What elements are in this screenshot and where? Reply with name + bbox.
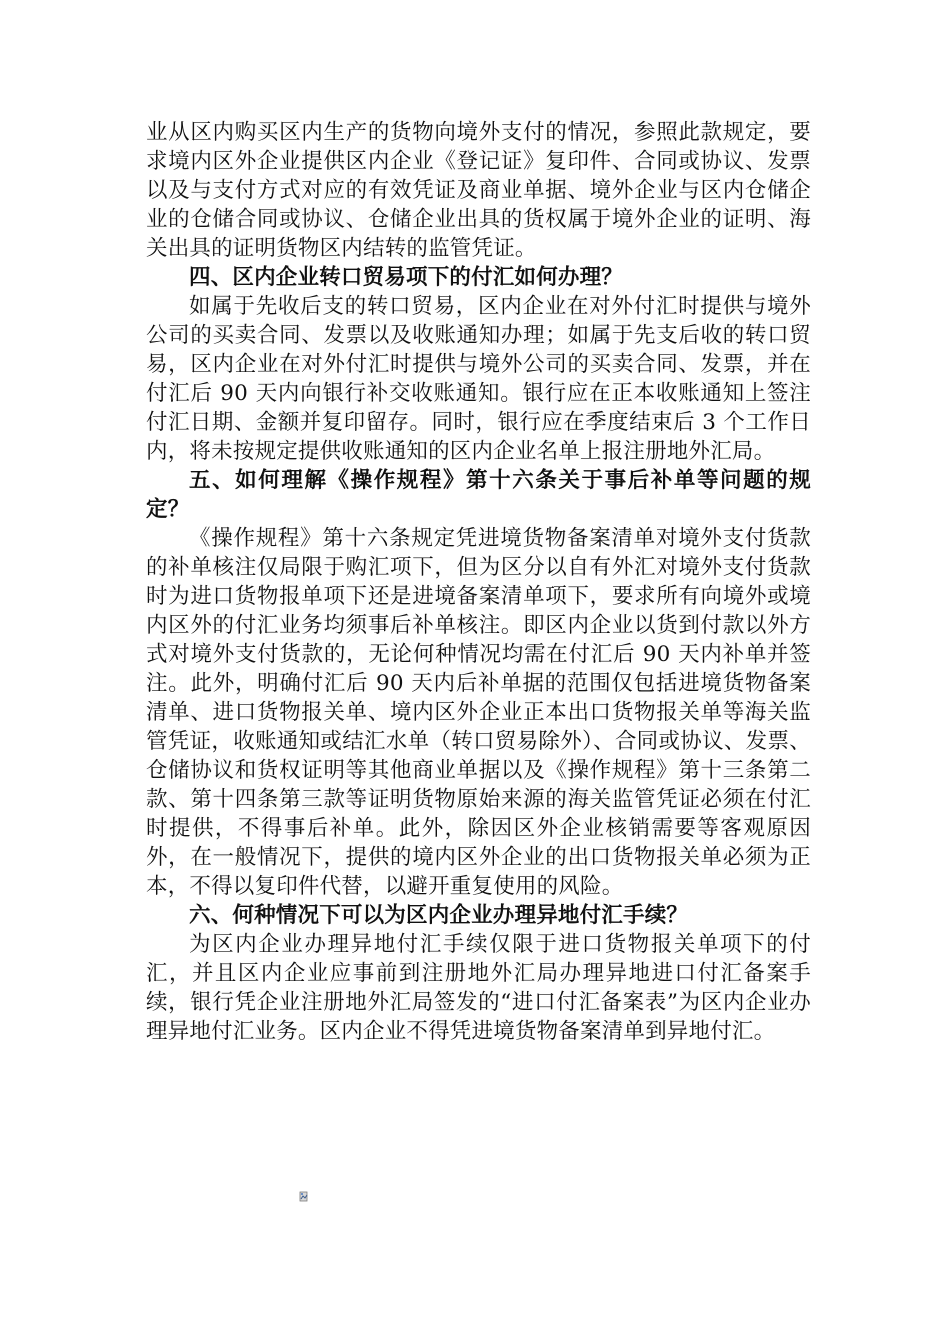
paragraph-continuation: 业从区内购买区内生产的货物向境外支付的情况，参照此款规定，要求境内区外企业提供区内企业《登记证》复印件、合同或协议、发票以及与支付方式对应的有效凭证及商业单据、境外企业与区内仓储企业的仓储合同或协议、仓储企业出具的货权属于境外企业的证明、海关出具的证明货物区内结转的监管凭证。	[146, 120, 811, 261]
section-heading-6: 六、何种情况下可以为区内企业办理异地付汇手续？	[189, 903, 689, 928]
paragraph-section-5: 《操作规程》第十六条规定凭进境货物备案清单对境外支付货款的补单核注仅局限于购汇项下，但为区分以自有外汇对境外支付货款时为进口货物报单项下还是进境备案清单项下，要求所有向境外或境内区外的付汇业务均须事后补单核注。即区内企业以货到付款以外方式对境外支付货款的，无论何种情况均需在付汇后 90 天内补单并签注。此外，明确付汇后 90 天内后补单据的范围仅包括进境货物备案清单、进口货物报关单、境内区外企业正本出口货物报关单等海关监管凭证，收账通知或结汇水单（转口贸易除外）、合同或协议、发票、仓储协议和货权证明等其他商业单据以及《操作规程》第十三条第二款、第十四条第三款等证明货物原始来源的海关监管凭证必须在付汇时提供，不得事后补单。此外，除因区外企业核销需要等客观原因外，在一般情况下，提供的境内区外企业的出口货物报关单必须为正本，不得以复印件代替，以避开重复使用的风险。	[146, 526, 811, 899]
paragraph-section-4: 如属于先收后支的转口贸易，区内企业在对外付汇时提供与境外公司的买卖合同、发票以及收账通知办理；如属于先支后收的转口贸易，区内企业在对外付汇时提供与境外公司的买卖合同、发票，并在付汇后 90 天内向银行补交收账通知。银行应在正本收账通知上签注付汇日期、金额并复印留存。同时，银行应在季度结束后 3 个工作日内，将未按规定提供收账通知的区内企业名单上报注册地外汇局。	[146, 294, 811, 464]
section-heading-5: 五、如何理解《操作规程》第十六条关于事后补单等问题的规定？	[146, 468, 811, 522]
small-image-icon	[299, 1191, 309, 1202]
section-heading-4: 四、区内企业转口贸易项下的付汇如何办理？	[189, 265, 624, 290]
paragraph-section-6: 为区内企业办理异地付汇手续仅限于进口货物报关单项下的付汇，并且区内企业应事前到注册地外汇局办理异地进口付汇备案手续，银行凭企业注册地外汇局签发的“进口付汇备案表”为区内企业办理异地付汇业务。区内企业不得凭进境货物备案清单到异地付汇。	[146, 932, 811, 1044]
document-page	[146, 118, 811, 1046]
